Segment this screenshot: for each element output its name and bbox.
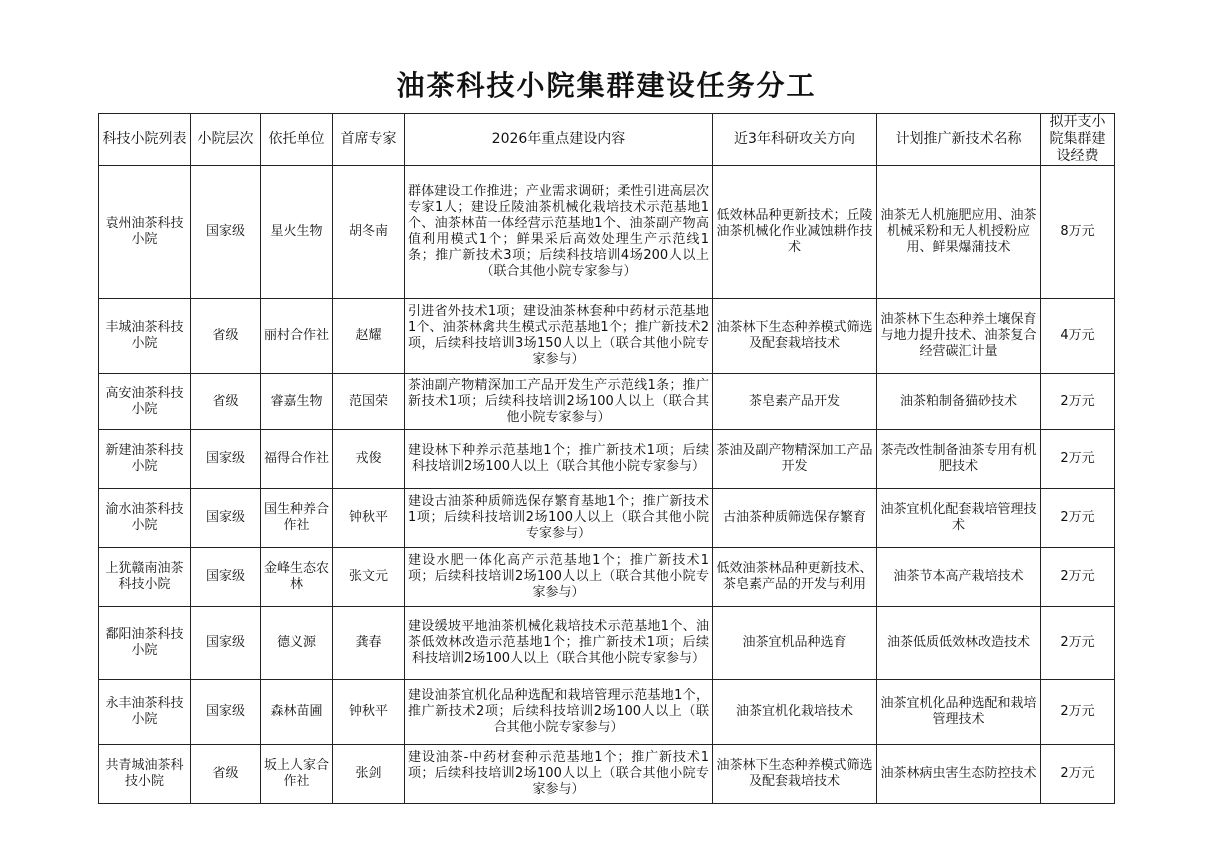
- column-header: 近3年科研攻关方向: [713, 114, 877, 166]
- yard-level-cell: 国家级: [191, 680, 261, 745]
- yard-name-cell: 丰城油茶科技小院: [99, 299, 191, 374]
- column-header: 2026年重点建设内容: [405, 114, 713, 166]
- research-direction-cell: 油茶林下生态种养模式筛选及配套栽培技术: [713, 299, 877, 374]
- host-unit-cell: 坂上人家合作社: [261, 745, 333, 804]
- research-direction-cell: 茶皂素产品开发: [713, 374, 877, 430]
- key-content-cell: 建设油茶宜机化品种选配和栽培管理示范基地1个，推广新技术2项；后续科技培训2场100人以上（联合其他小院专家参与）: [405, 680, 713, 745]
- key-content-cell: 建设林下种养示范基地1个；推广新技术1项；后续科技培训2场100人以上（联合其他小院专家参与）: [405, 430, 713, 489]
- new-tech-cell: 油茶宜机化配套栽培管理技术: [877, 489, 1041, 548]
- yard-name-cell: 上犹赣南油茶科技小院: [99, 548, 191, 607]
- new-tech-cell: 油茶粕制备猫砂技术: [877, 374, 1041, 430]
- funds-cell: 2万元: [1041, 607, 1115, 680]
- page-title: 油茶科技小院集群建设任务分工: [396, 69, 817, 102]
- chief-expert-cell: 钟秋平: [333, 680, 405, 745]
- new-tech-cell: 油茶无人机施肥应用、油茶机械采粉和无人机授粉应用、鲜果爆蒲技术: [877, 166, 1041, 299]
- yard-name-cell: 渝水油茶科技小院: [99, 489, 191, 548]
- chief-expert-cell: 范国荣: [333, 374, 405, 430]
- new-tech-cell: 油茶林病虫害生态防控技术: [877, 745, 1041, 804]
- research-direction-cell: 油茶林下生态种养模式筛选及配套栽培技术: [713, 745, 877, 804]
- yard-level-cell: 省级: [191, 745, 261, 804]
- research-direction-cell: 古油茶种质筛选保存繁育: [713, 489, 877, 548]
- funds-cell: 8万元: [1041, 166, 1115, 299]
- host-unit-cell: 丽村合作社: [261, 299, 333, 374]
- table-row: [99, 745, 1115, 804]
- host-unit-cell: 福得合作社: [261, 430, 333, 489]
- column-header: 依托单位: [261, 114, 333, 166]
- chief-expert-cell: 胡冬南: [333, 166, 405, 299]
- chief-expert-cell: 龚春: [333, 607, 405, 680]
- key-content-cell: 茶油副产物精深加工产品开发生产示范线1条；推广新技术1项；后续科技培训2场100人以上（联合其他小院专家参与）: [405, 374, 713, 430]
- funds-cell: 2万元: [1041, 680, 1115, 745]
- funds-cell: 4万元: [1041, 299, 1115, 374]
- yard-level-cell: 国家级: [191, 489, 261, 548]
- new-tech-cell: 油茶节本高产栽培技术: [877, 548, 1041, 607]
- table-row: [99, 680, 1115, 745]
- key-content-cell: 建设缓坡平地油茶机械化栽培技术示范基地1个、油茶低效林改造示范基地1个；推广新技术1项；后续科技培训2场100人以上（联合其他小院专家参与）: [405, 607, 713, 680]
- new-tech-cell: 茶壳改性制备油茶专用有机肥技术: [877, 430, 1041, 489]
- key-content-cell: 引进省外技术1项；建设油茶林套种中药材示范基地1个、油茶林禽共生模式示范基地1个；推广新技术2项，后续科技培训3场150人以上（联合其他小院专家参与）: [405, 299, 713, 374]
- chief-expert-cell: 赵耀: [333, 299, 405, 374]
- table-row: [99, 299, 1115, 374]
- research-direction-cell: 茶油及副产物精深加工产品开发: [713, 430, 877, 489]
- host-unit-cell: 星火生物: [261, 166, 333, 299]
- yard-level-cell: 国家级: [191, 607, 261, 680]
- host-unit-cell: 森林苗圃: [261, 680, 333, 745]
- column-header: 计划推广新技术名称: [877, 114, 1041, 166]
- new-tech-cell: 油茶低质低效林改造技术: [877, 607, 1041, 680]
- host-unit-cell: 睿嘉生物: [261, 374, 333, 430]
- yard-name-cell: 新建油茶科技小院: [99, 430, 191, 489]
- new-tech-cell: 油茶宜机化品种选配和栽培管理技术: [877, 680, 1041, 745]
- yard-level-cell: 国家级: [191, 430, 261, 489]
- host-unit-cell: 德义源: [261, 607, 333, 680]
- host-unit-cell: 金峰生态农林: [261, 548, 333, 607]
- host-unit-cell: 国生种养合作社: [261, 489, 333, 548]
- key-content-cell: 建设水肥一体化高产示范基地1个；推广新技术1项；后续科技培训2场100人以上（联合其他小院专家参与）: [405, 548, 713, 607]
- yard-name-cell: 袁州油茶科技小院: [99, 166, 191, 299]
- funds-cell: 2万元: [1041, 548, 1115, 607]
- yard-level-cell: 省级: [191, 299, 261, 374]
- column-header: 首席专家: [333, 114, 405, 166]
- key-content-cell: 群体建设工作推进；产业需求调研；柔性引进高层次专家1人；建设丘陵油茶机械化栽培技术示范基地1个、油茶林苗一体经营示范基地1个、油茶副产物高值利用模式1个；鲜果采后高效处理生产示范线1条；推广新技术3项；后续科技培训4场200人以上（联合其他小院专家参与）: [405, 166, 713, 299]
- table-row: [99, 374, 1115, 430]
- key-content-cell: 建设油茶-中药材套种示范基地1个；推广新技术1项；后续科技培训2场100人以上（联合其他小院专家参与）: [405, 745, 713, 804]
- research-direction-cell: 低效林品种更新技术；丘陵油茶机械化作业减蚀耕作技术: [713, 166, 877, 299]
- column-header: 小院层次: [191, 114, 261, 166]
- table-row: [99, 430, 1115, 489]
- research-direction-cell: 油茶宜机品种选育: [713, 607, 877, 680]
- yard-level-cell: 省级: [191, 374, 261, 430]
- new-tech-cell: 油茶林下生态种养土壤保育与地力提升技术、油茶复合经营碳汇计量: [877, 299, 1041, 374]
- table-row: [99, 166, 1115, 299]
- chief-expert-cell: 钟秋平: [333, 489, 405, 548]
- yard-name-cell: 共青城油茶科技小院: [99, 745, 191, 804]
- key-content-cell: 建设古油茶种质筛选保存繁育基地1个；推广新技术1项；后续科技培训2场100人以上（联合其他小院专家参与）: [405, 489, 713, 548]
- research-direction-cell: 低效油茶林品种更新技术、茶皂素产品的开发与利用: [713, 548, 877, 607]
- yard-level-cell: 国家级: [191, 166, 261, 299]
- table-row: [99, 548, 1115, 607]
- yard-name-cell: 鄱阳油茶科技小院: [99, 607, 191, 680]
- table-row: [99, 489, 1115, 548]
- task-table: [98, 113, 1115, 804]
- chief-expert-cell: 张文元: [333, 548, 405, 607]
- funds-cell: 2万元: [1041, 489, 1115, 548]
- funds-cell: 2万元: [1041, 430, 1115, 489]
- funds-cell: 2万元: [1041, 745, 1115, 804]
- research-direction-cell: 油茶宜机化栽培技术: [713, 680, 877, 745]
- yard-name-cell: 高安油茶科技小院: [99, 374, 191, 430]
- chief-expert-cell: 张剑: [333, 745, 405, 804]
- funds-cell: 2万元: [1041, 374, 1115, 430]
- yard-level-cell: 国家级: [191, 548, 261, 607]
- yard-name-cell: 永丰油茶科技小院: [99, 680, 191, 745]
- column-header: 科技小院列表: [99, 114, 191, 166]
- table-row: [99, 607, 1115, 680]
- chief-expert-cell: 戎俊: [333, 430, 405, 489]
- header-row: [99, 114, 1115, 166]
- column-header: 拟开支小院集群建设经费: [1041, 114, 1115, 166]
